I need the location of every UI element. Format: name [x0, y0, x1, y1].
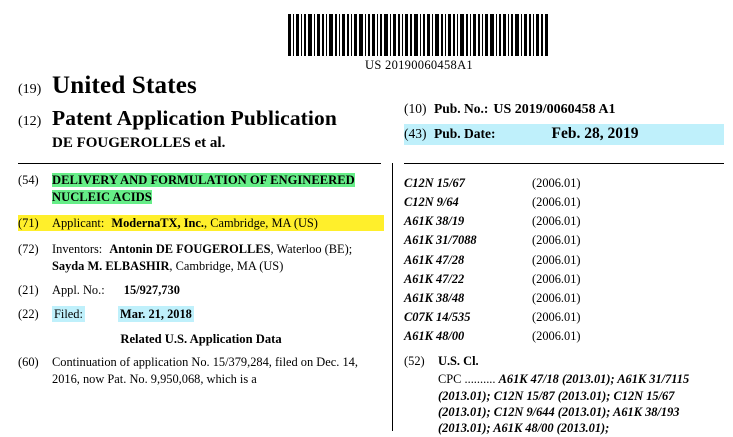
ipc-code: A61K 31/7088 — [404, 233, 477, 248]
publication-info — [404, 101, 724, 145]
related-data-heading: Related U.S. Application Data — [120, 331, 282, 346]
ipc-code: A61K 48/00 — [404, 329, 465, 343]
field-tag-19: (19) — [18, 82, 42, 97]
inventor-two-location: , Cambridge, MA (US) — [169, 258, 284, 273]
field-tag-60: (60) — [18, 355, 39, 370]
inventor-one-location: , Waterloo (BE); — [270, 242, 353, 257]
inventor-two-name: Sayda M. ELBASHIR — [52, 258, 170, 273]
ipc-code: A61K 47/28 — [404, 252, 465, 267]
ipc-row — [404, 252, 722, 268]
barcode-number: US 20190060458A1 — [365, 58, 473, 72]
ipc-date: (2006.01) — [532, 309, 581, 324]
applicant-address: , Cambridge, MA (US) — [204, 215, 318, 230]
us-cl-label: U.S. Cl. — [438, 354, 479, 369]
column-divider — [392, 163, 393, 431]
document-type: Patent Application Publication — [52, 106, 337, 130]
field-tag-54: (54) — [18, 173, 39, 187]
applicant-name: ModernaTX, Inc. — [111, 215, 205, 230]
pubdate-value: Feb. 28, 2019 — [551, 125, 639, 142]
divider-left — [18, 163, 381, 164]
divider-right — [404, 163, 724, 164]
invention-title: DELIVERY AND FORMULATION OF ENGINEERED NUCLEIC ACIDS — [52, 173, 355, 205]
ipc-row — [404, 328, 722, 344]
ipc-date: (2006.01) — [532, 233, 581, 248]
filed-label: Filed: — [54, 307, 83, 322]
ipc-code: C07K 14/535 — [404, 309, 471, 324]
appl-no-value: 15/927,730 — [123, 282, 180, 297]
appl-no-entry — [18, 282, 384, 298]
inventor-one-name: Antonin DE FOUGEROLLES — [109, 242, 271, 257]
country-name: United States — [52, 72, 197, 99]
invention-title-entry — [18, 172, 384, 207]
field-tag-72: (72) — [18, 242, 39, 257]
ipc-date: (2006.01) — [532, 195, 581, 210]
right-column — [404, 175, 722, 437]
applicant-label: Applicant: — [52, 215, 105, 230]
ipc-row — [404, 290, 722, 306]
field-tag-22: (22) — [18, 307, 39, 322]
cpc-block — [438, 371, 722, 437]
ipc-row — [404, 271, 722, 287]
pubno-value: US 2019/0060458 A1 — [493, 102, 616, 117]
barcode-image — [288, 14, 550, 56]
continuation-text: Continuation of application No. 15/379,284, filed on Dec. 14, 2016, now Pat. No. 9,950,068, which is a — [52, 355, 358, 386]
ipc-row — [404, 175, 722, 191]
field-tag-12: (12) — [18, 114, 42, 129]
country-line — [18, 72, 718, 100]
field-tag-52: (52) — [404, 354, 425, 369]
ipc-date: (2006.01) — [532, 252, 581, 267]
pubdate-line — [404, 124, 724, 145]
appl-no-label: Appl. No.: — [52, 282, 105, 297]
ipc-date: (2006.01) — [532, 214, 581, 229]
ipc-date: (2006.01) — [532, 329, 581, 343]
ipc-code: C12N 9/64 — [404, 195, 459, 210]
field-tag-10: (10) — [404, 101, 427, 116]
ipc-row — [404, 194, 722, 210]
ipc-list — [404, 175, 722, 344]
ipc-code: A61K 38/48 — [404, 290, 465, 305]
ipc-row — [404, 309, 722, 325]
field-tag-21: (21) — [18, 282, 39, 297]
left-column — [18, 172, 384, 395]
cpc-codes: A61K 47/18 (2013.01); A61K 31/7115 (2013.01); C12N 15/87 (2013.01); C12N 15/67 (2013.01); C12N 9/644 (2013.01); A61K 38/193 (2013.01); A61K 48/00 (2013.01); — [438, 372, 690, 436]
ipc-code: A61K 38/19 — [404, 214, 465, 229]
pubno-line — [404, 101, 724, 118]
continuation-entry — [18, 354, 384, 387]
pubdate-label: Pub. Date: — [434, 126, 496, 141]
ipc-date: (2006.01) — [532, 271, 581, 286]
inventors-label: Inventors: — [52, 242, 103, 257]
ipc-row — [404, 232, 722, 248]
ipc-code: A61K 47/22 — [404, 271, 465, 286]
us-classification-entry — [404, 353, 722, 369]
ipc-code: C12N 15/67 — [404, 176, 465, 190]
ipc-row — [404, 213, 722, 229]
primary-author: DE FOUGEROLLES et al. — [52, 135, 226, 151]
applicant-entry — [18, 215, 384, 231]
ipc-date: (2006.01) — [532, 176, 581, 190]
ipc-date: (2006.01) — [532, 290, 581, 305]
field-tag-71: (71) — [18, 215, 39, 230]
barcode-block — [288, 14, 550, 73]
filed-value: Mar. 21, 2018 — [120, 307, 192, 322]
field-tag-43: (43) — [404, 126, 427, 141]
pubno-label: Pub. No.: — [434, 101, 489, 116]
cpc-lead: CPC .......... — [438, 372, 496, 387]
filed-entry — [18, 306, 384, 322]
inventors-entry — [18, 241, 384, 274]
